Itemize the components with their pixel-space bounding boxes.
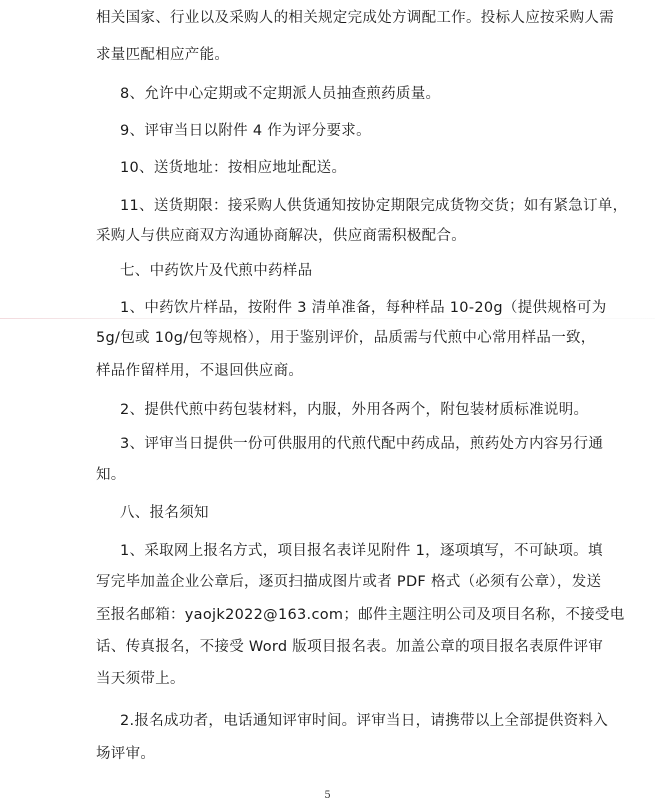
text-line: 知。 bbox=[96, 467, 126, 483]
text-line: 8、允许中心定期或不定期派人员抽查煎药质量。 bbox=[120, 86, 441, 102]
text-line: 求量匹配相应产能。 bbox=[96, 47, 230, 63]
text-line: 1、中药饮片样品，按附件 3 清单准备，每种样品 10-20g（提供规格可为 bbox=[120, 300, 607, 316]
text-line: 10、送货地址：按相应地址配送。 bbox=[120, 160, 347, 176]
text-line: 场评审。 bbox=[96, 746, 156, 762]
text-line: 9、评审当日以附件 4 作为评分要求。 bbox=[120, 123, 371, 139]
page-number: 5 bbox=[324, 790, 331, 801]
text-line: 话、传真报名，不接受 Word 版项目报名表。加盖公章的项目报名表原件评审 bbox=[96, 639, 604, 655]
text-line: 相关国家、行业以及采购人的相关规定完成处方调配工作。投标人应按采购人需 bbox=[96, 10, 614, 26]
text-line: 采购人与供应商双方沟通协商解决，供应商需积极配合。 bbox=[96, 228, 466, 244]
text-line: 当天须带上。 bbox=[96, 671, 185, 687]
section-heading: 八、报名须知 bbox=[120, 505, 209, 521]
text-line: 样品作留样用，不退回供应商。 bbox=[96, 363, 304, 379]
text-line: 11、送货期限：接采购人供货通知按协定期限完成货物交货；如有紧急订单， bbox=[120, 198, 628, 214]
section-heading: 七、中药饮片及代煎中药样品 bbox=[120, 263, 313, 279]
text-line: 3、评审当日提供一份可供服用的代煎代配中药成品，煎药处方内容另行通 bbox=[120, 436, 604, 452]
text-line: 5g/包或 10g/包等规格），用于鉴别评价，品质需与代煎中心常用样品一致， bbox=[96, 330, 596, 346]
text-line: 2、提供代煎中药包装材料，内服，外用各两个，附包装材质标准说明。 bbox=[120, 402, 589, 418]
text-line: 1、采取网上报名方式，项目报名表详见附件 1，逐项填写，不可缺项。填 bbox=[120, 543, 603, 559]
text-line: 至报名邮箱：yaojk2022@163.com；邮件主题注明公司及项目名称，不接受电 bbox=[96, 607, 625, 623]
text-line: 写完毕加盖企业公章后，逐页扫描成图片或者 PDF 格式（必须有公章），发送 bbox=[96, 574, 602, 590]
text-line: 2.报名成功者，电话通知评审时间。评审当日，请携带以上全部提供资料入 bbox=[120, 713, 609, 729]
scan-fold-line bbox=[0, 318, 655, 319]
